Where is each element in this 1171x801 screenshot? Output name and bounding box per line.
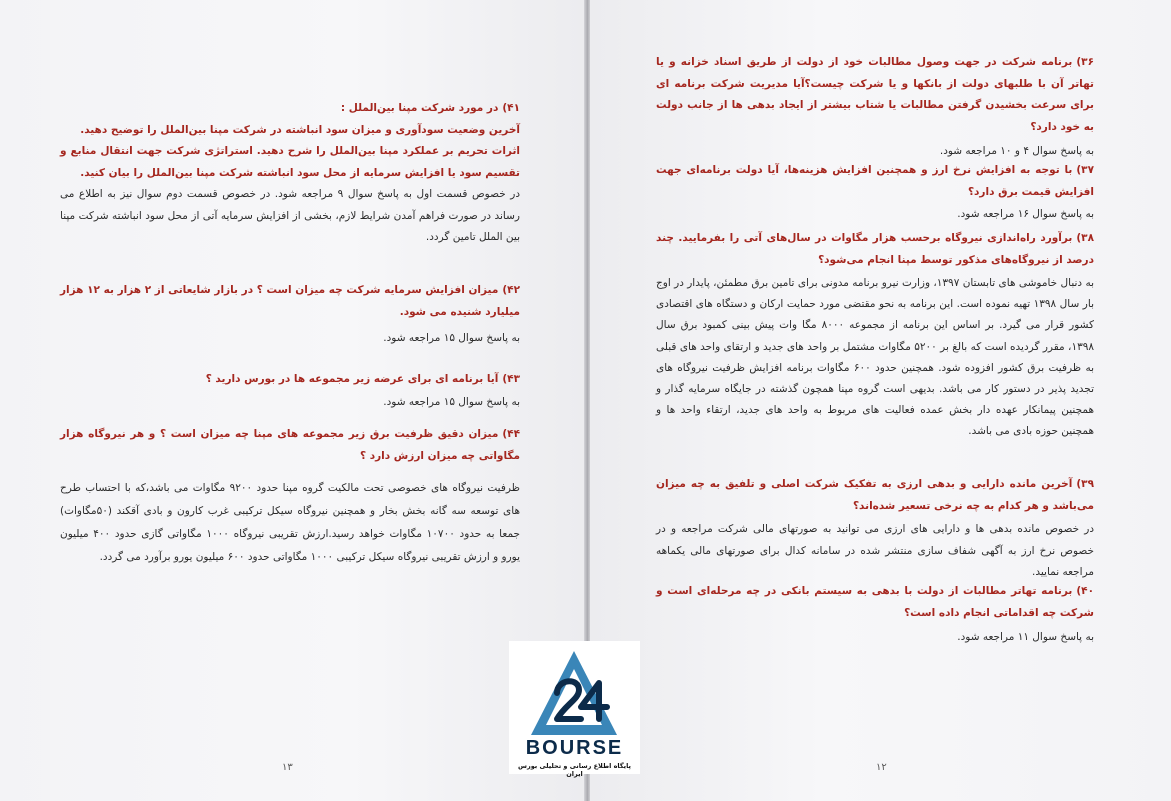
bourse24-watermark-logo <box>509 641 640 778</box>
right-page <box>590 0 1171 801</box>
q44-block <box>60 424 520 569</box>
triangle-24-icon <box>527 649 622 739</box>
q38-block <box>656 228 1094 443</box>
answer-40: به پاسخ سوال ۱۱ مراجعه شود. <box>957 631 1094 643</box>
question-40: ۴۰)برنامه تهاتر مطالبات از دولت با بدهی به سیستم بانکی در چه مرحله‌ای است و شرکت چه اقداماتی انجام داده است؟ <box>656 585 1094 619</box>
question-41-part-a: آخرین وضعیت سودآوری و میزان سود انباشته در شرکت مپنا بین‌الملل را توضیح دهید. <box>80 123 520 136</box>
page-number-right: ۱۲ <box>876 762 887 773</box>
q42-block <box>60 280 520 350</box>
question-37: ۳۷)با توجه به افزایش نرخ ارز و همچنین افزایش هزینه‌ها، آیا دولت برنامه‌ای جهت افزایش قیمت برق دارد؟ <box>656 164 1094 198</box>
question-44: ۴۴)میزان دقیق ظرفیت برق زیر مجموعه های مپنا چه میزان است ؟ و هر نیروگاه هزار مگاواتی چه میزان ارزش دارد ؟ <box>60 428 520 462</box>
answer-43: به پاسخ سوال ۱۵ مراجعه شود. <box>383 395 520 408</box>
answer-41: در خصوص قسمت اول به پاسخ سوال ۹ مراجعه شود. در خصوص قسمت دوم سوال نیز به اطلاع می رساند در صورت فراهم آمدن شرایط لازم، بخشی از افزایش سرمایه آتی از محل سود انباشته شرکت مپنا بین الملل تامین گردد. <box>60 188 520 243</box>
question-41: ۴۱)در مورد شرکت مپنا بین‌الملل : <box>340 102 520 114</box>
answer-44: ظرفیت نیروگاه های خصوصی تحت مالکیت گروه مپنا حدود ۹۲۰۰ مگاوات می باشد،که با احتساب طرح های توسعه سه گانه بخش بخار و همچنین نیروگاه سیکل ترکیبی غرب کارون و بادی آقکند (۵۰مگاوات) جمعا به حدود ۱۰۷۰۰ مگاوات خواهد رسید.ارزش تقریبی نیروگاه ۱۰۰۰ مگاواتی گازی حدود ۴۰۰ میلیون یورو و ارزش تقریبی نیروگاه سیکل ترکیبی ۱۰۰۰ مگاواتی حدود ۶۰۰ میلیون یورو برآورد می گردد. <box>60 482 521 563</box>
logo-wordmark: BOURSE <box>525 737 624 759</box>
answer-38: به دنبال خاموشی های تابستان ۱۳۹۷، وزارت نیرو برنامه مدونی برای تامین برق مطمئن، پایدار در اوج بار سال ۱۳۹۸ تهیه نموده است. این برنامه به نحو مقتضی مورد حمایت ارکان و دستگاه های اقتصادی کشور قرار می گیرد. بر اساس این برنامه از مجموعه ۸۰۰۰ مگا وات پیش بینی کمبود برق سال ۱۳۹۸، مقرر گردیده است که بالغ بر ۵۲۰۰ مگاوات مشتمل بر واحد های جدید و ارتقای واحد های قبلی به ظرفیت برق کشور افزوده شود. همچنین حدود ۶۰۰ مگاوات برنامه افزایش ظرفیت نیروگاه های تجدید پذیر در دستور کار می باشد. بدیهی است گروه مپنا همچون گذشته در جایگاه سرمایه گذار و همچنین پیمانکار عهده دار بخش عمده فعالیت های مربوط به واحد های جدید، ارتقاء واحد ها و همچنین حوزه بادی می باشد. <box>656 277 1094 438</box>
q39-block <box>656 474 1094 584</box>
q40-block <box>656 581 1094 649</box>
question-39: ۳۹)آخرین مانده دارایی و بدهی ارزی به تفکیک شرکت اصلی و تلفیق به چه میزان می‌باشد و هر کدام به چه نرخی تسعیر شده‌اند؟ <box>656 478 1094 512</box>
question-42: ۴۲)میزان افزایش سرمایه شرکت چه میزان است ؟ در بازار شایعاتی از ۲ هزار به ۱۲ هزار میلیارد شنیده می شود. <box>60 284 520 318</box>
question-41-part-b: اثرات تحریم بر عملکرد مپنا بین‌الملل را شرح دهید. استراتژی شرکت جهت انتقال منابع و تقسیم سود یا افزایش سرمایه از محل سود انباشته شرکت مپنا بین‌الملل را بیان کنید. <box>60 145 520 179</box>
question-36: ۳۶)برنامه شرکت در جهت وصول مطالبات خود از دولت از طریق اسناد خزانه و یا تهاتر آن با طلبهای دولت از بانکها و یا شرکت چیست؟آیا مدیریت شرکت برنامه ای برای سرعت بخشیدن گرفتن مطالبات یا شتاب بیشتر از ایجاد بدهی ها از جانب دولت به خود دارد؟ <box>656 56 1094 133</box>
q36-block <box>656 52 1094 163</box>
answer-39: در خصوص مانده بدهی ها و دارایی های ارزی می توانید به صورتهای مالی شرکت مراجعه و در خصوص نرخ ارز به آگهی شفاف سازی منتشر شده در سامانه کدال برای صورتهای مالی یکماهه مراجعه نمایید. <box>656 523 1094 578</box>
logo-subtitle: پایگاه اطلاع رسانی و تحلیلی بورس ایران <box>518 762 631 778</box>
answer-37: به پاسخ سوال ۱۶ مراجعه شود. <box>957 208 1094 220</box>
q37-block <box>656 160 1094 226</box>
q43-block <box>60 369 520 413</box>
question-38: ۳۸)برآورد راه‌اندازی نیروگاه برحسب هزار مگاوات در سال‌های آتی را بفرمایید. چند درصد از نیروگاه‌های مذکور توسط مپنا انجام می‌شود؟ <box>656 232 1094 266</box>
answer-36: به پاسخ سوال ۴ و ۱۰ مراجعه شود. <box>939 145 1094 157</box>
question-43: ۴۳)آیا برنامه ای برای عرضه زیر مجموعه ها در بورس دارید ؟ <box>205 373 520 385</box>
q41-block <box>60 98 520 249</box>
answer-42: به پاسخ سوال ۱۵ مراجعه شود. <box>383 332 520 344</box>
page-number-left: ۱۳ <box>282 762 293 773</box>
left-page <box>0 0 585 801</box>
